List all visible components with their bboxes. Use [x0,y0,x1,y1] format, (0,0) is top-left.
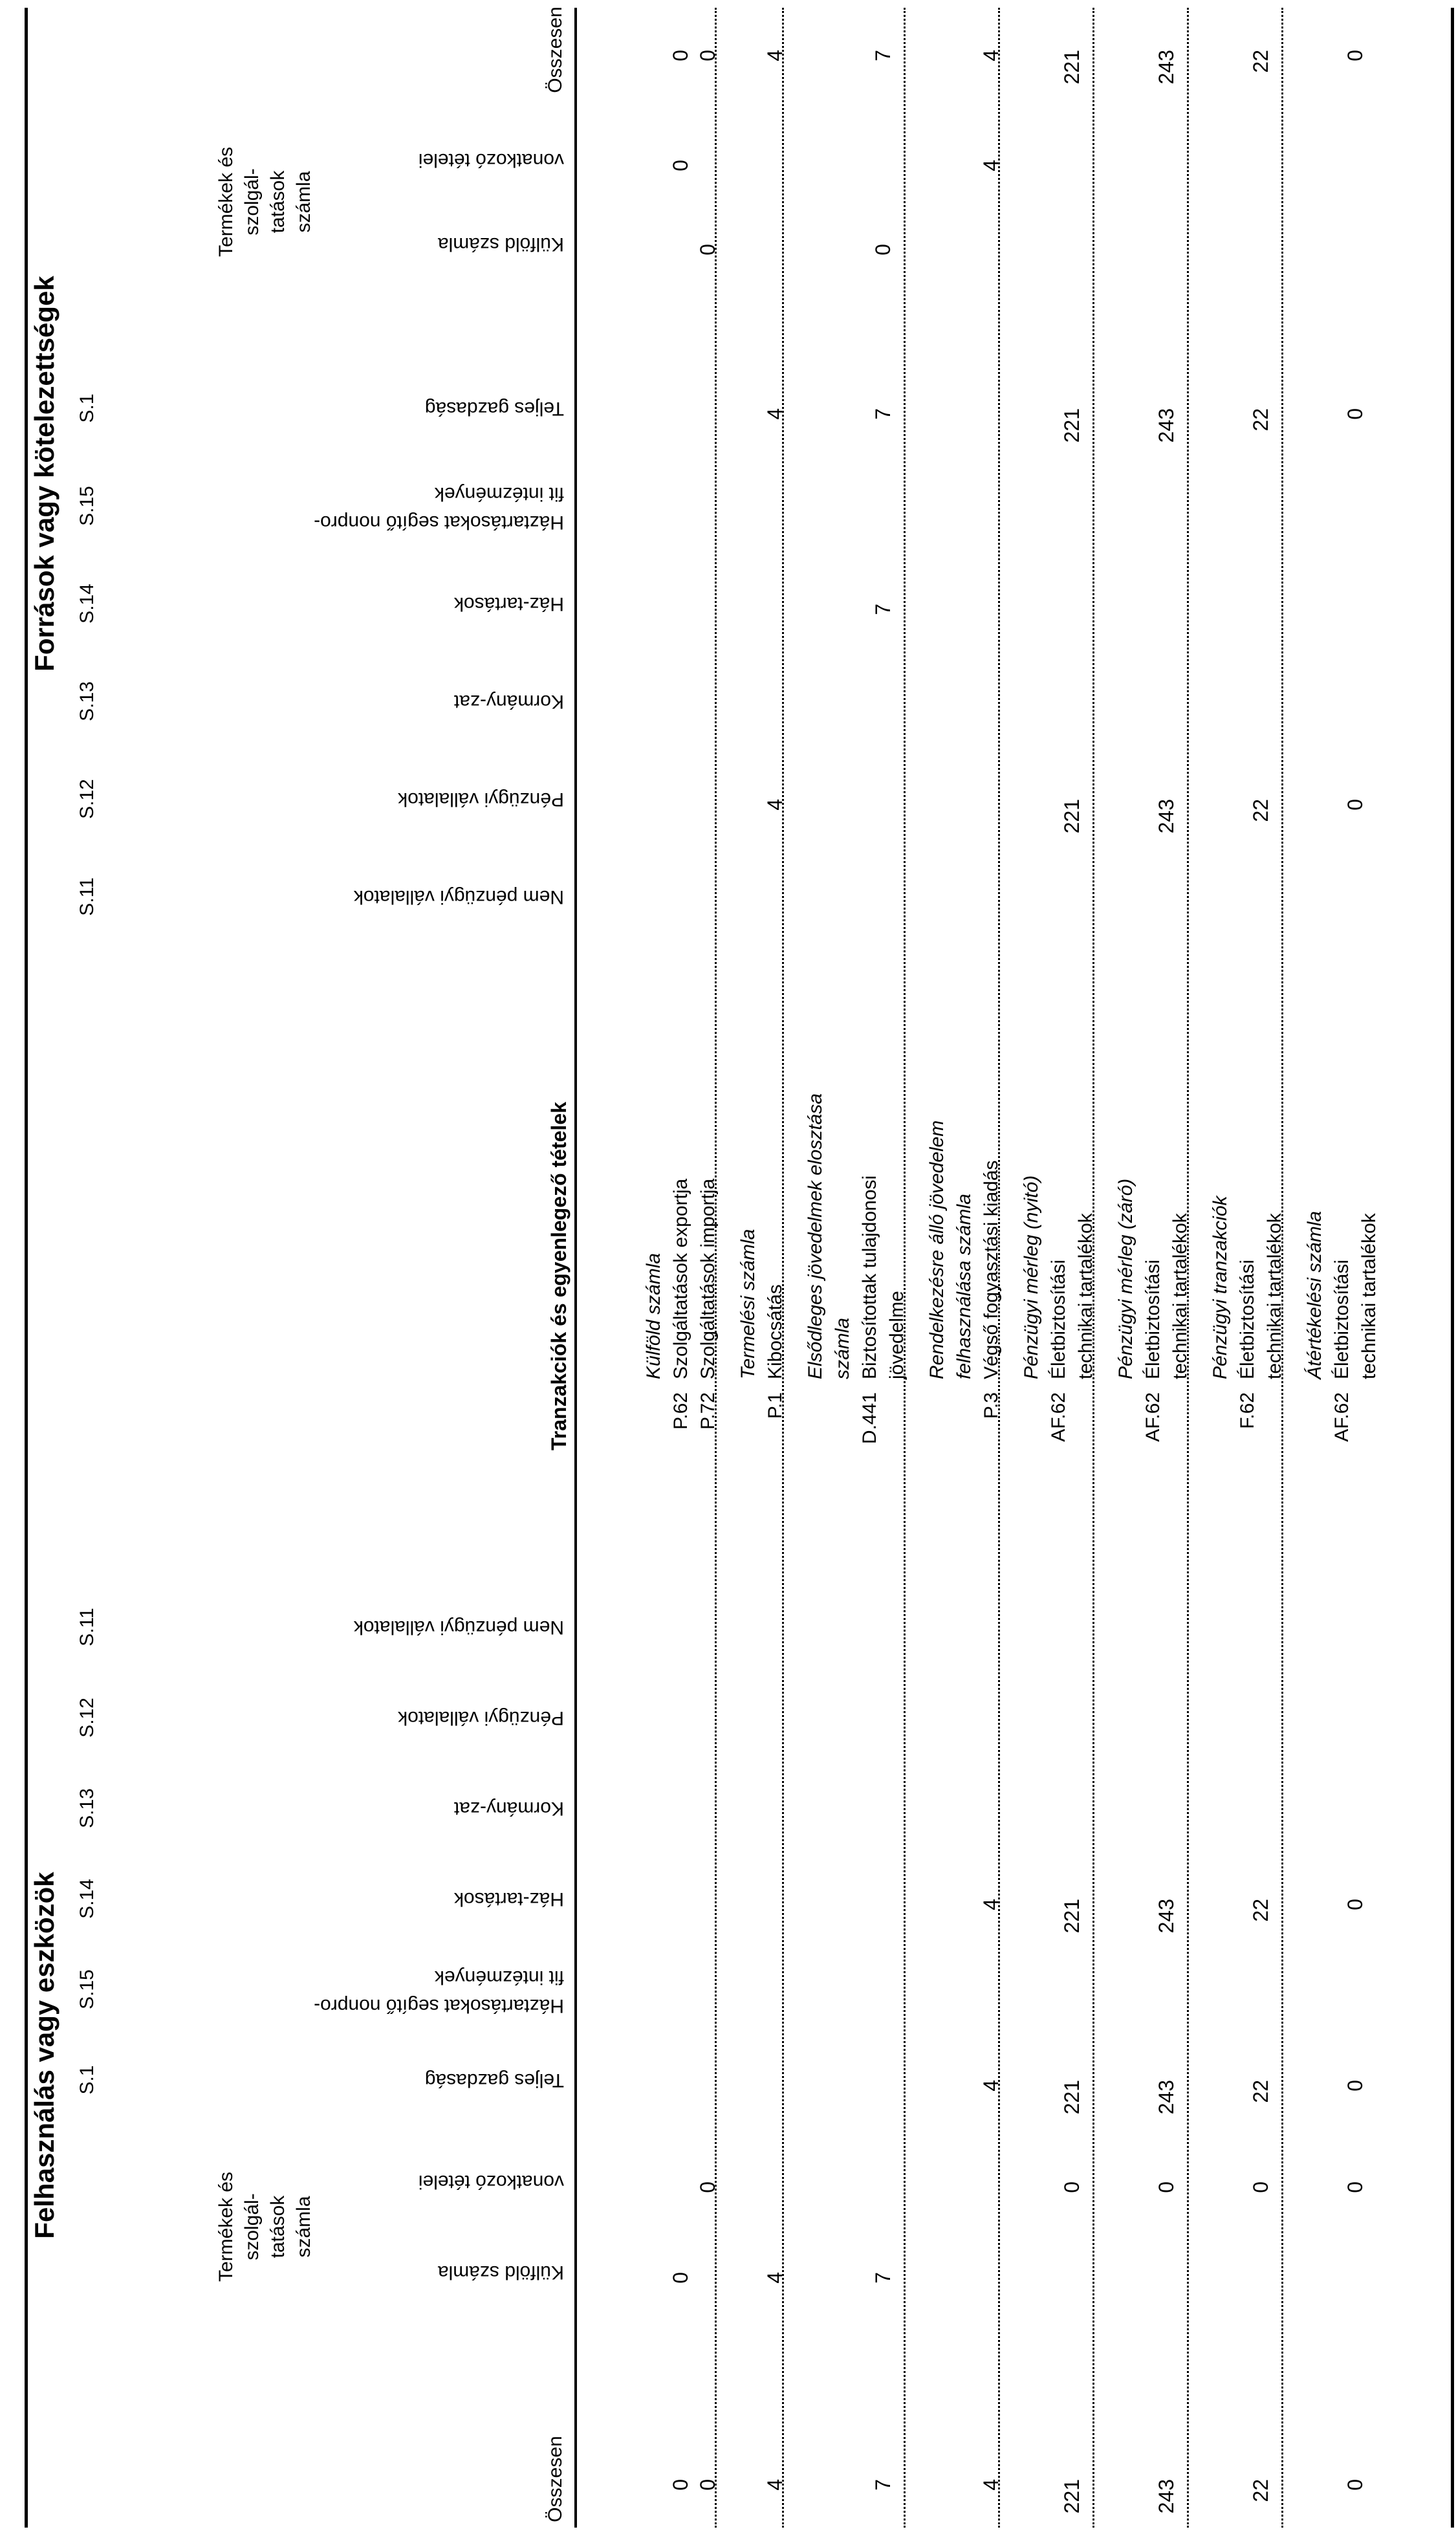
value-uses-s14: 22 [1249,1899,1272,1922]
value-uses-s1: 22 [1249,2080,1272,2103]
value-resources-s12: 4 [763,799,787,811]
resources-column-name-kul: Külföld számla [437,234,564,255]
value-resources-ossz: 22 [1249,50,1272,73]
value-uses-ossz: 4 [763,2479,787,2491]
value-resources-s1: 22 [1249,408,1272,432]
uses-total-header: Összesen [545,2436,566,2522]
transaction-label: Életbiztosítási [1237,1259,1258,1379]
value-uses-ossz: 22 [1249,2479,1272,2502]
value-uses-s14: 0 [1343,1899,1367,1910]
header-separator-rule [574,8,577,2528]
value-uses-s14: 243 [1155,1899,1178,1934]
resources-sector-code-s14: S.14 [76,584,98,624]
resources-sector-code-s13: S.13 [76,681,98,721]
value-uses-s1: 221 [1060,2080,1083,2115]
section-label: Átértékelési számla [1304,1210,1325,1379]
value-uses-ossz: 0 [1343,2479,1367,2491]
transaction-label: Életbiztosítási [1048,1259,1069,1379]
value-resources-s12: 0 [1343,799,1367,811]
uses-sector-code-s13: S.13 [76,1788,98,1828]
value-resources-von: 0 [669,160,692,171]
value-uses-ossz: 221 [1060,2479,1083,2514]
value-uses-kul: 7 [871,2272,895,2284]
transaction-label: Szolgáltatások exportja [670,1178,691,1379]
value-resources-s1: 0 [1343,408,1367,420]
uses-side-title: Felhasználás vagy eszközök [29,1872,60,2239]
value-uses-von: 0 [1060,2181,1083,2193]
transaction-label: Végső fogyasztási kiadás [981,1160,1002,1379]
transaction-code: AF.62 [1048,1392,1069,1442]
value-uses-s14: 4 [979,1899,1003,1910]
value-uses-s1: 243 [1155,2080,1178,2115]
value-resources-kul: 0 [696,244,719,256]
value-resources-ossz: 7 [871,50,895,61]
transaction-label: Kibocsátás [765,1284,786,1379]
value-resources-s12: 22 [1249,799,1272,822]
transaction-label: Életbiztosítási [1142,1259,1164,1379]
resources-column-name-von: vonatkozó tételei [418,149,564,171]
transaction-code: P.72 [697,1392,719,1430]
value-resources-s14: 7 [871,604,895,615]
value-resources-von: 4 [979,160,1003,171]
section-label: Elsődleges jövedelmek elosztása [805,1093,826,1379]
resources-sector-code-s11: S.11 [76,877,98,916]
value-uses-ossz: 0 [696,2479,719,2491]
resources-column-name-s14: Ház-tartások [453,593,564,615]
value-resources-s1: 4 [763,408,787,420]
uses-sector-code-s14: S.14 [76,1879,98,1919]
value-resources-ossz: 0 [1343,50,1367,61]
group-line: tatások [267,170,288,234]
value-uses-ossz: 7 [871,2479,895,2491]
value-uses-von: 0 [1155,2181,1178,2193]
group-line: Termékek és [215,2171,237,2282]
value-resources-s12: 243 [1155,799,1178,834]
transaction-label: technikai tartalékok [1264,1213,1285,1379]
resources-total-header: Összesen [545,6,566,93]
section-label: Rendelkezésre álló jövedelem [926,1120,948,1379]
transaction-label: technikai tartalékok [1075,1213,1096,1379]
section-label: Pénzügyi mérleg (záró) [1115,1178,1136,1379]
value-resources-kul: 0 [871,244,895,256]
uses-sector-code-s1: S.1 [76,2065,98,2095]
resources-sector-code-s1: S.1 [76,393,98,423]
value-resources-s1: 243 [1155,408,1178,443]
group-line: szolgál- [241,168,263,235]
uses-sector-code-s15: S.15 [76,1969,98,2009]
value-resources-ossz: 243 [1155,50,1178,85]
section-label: számla [832,1317,853,1379]
transaction-label: Biztosítottak tulajdonosi [859,1175,880,1379]
section-label: felhasználása számla [953,1194,975,1379]
resources-column-name-s12: Pénzügyi vállalatok [398,789,564,810]
value-uses-von: 0 [696,2181,719,2193]
resources-column-name-s15: fit intézmények [434,483,564,505]
value-uses-s1: 0 [1343,2080,1367,2092]
value-uses-s1: 4 [979,2080,1003,2092]
transaction-label: jövedelme [886,1291,907,1379]
stub-header: Tranzakciók és egyenlegező tételek [547,1102,570,1450]
uses-column-name-von: vonatkozó tételei [418,2171,564,2192]
resources-column-name-s11: Nem pénzügyi vállalatok [353,886,564,908]
value-uses-s14: 221 [1060,1899,1083,1934]
section-dotted-rule [715,8,717,2528]
section-label: Pénzügyi tranzakciók [1210,1196,1231,1379]
transaction-label: Szolgáltatások importja [697,1178,719,1379]
uses-column-name-kul: Külföld számla [437,2262,564,2283]
value-uses-kul: 4 [763,2272,787,2284]
section-label: Termelési számla [737,1229,759,1379]
uses-column-name-s13: Kormány-zat [453,1798,564,1819]
section-dotted-rule [1187,8,1189,2528]
value-uses-kul: 0 [669,2272,692,2284]
resources-column-name-s1: Teljes gazdaság [424,398,564,419]
resources-sector-code-s12: S.12 [76,779,98,819]
resources-column-name-s13: Kormány-zat [453,691,564,712]
table-top-rule [25,8,28,2528]
transaction-code: D.441 [859,1392,880,1445]
value-uses-ossz: 4 [979,2479,1003,2491]
transaction-code: F.62 [1237,1392,1258,1429]
uses-sector-code-s12: S.12 [76,1698,98,1738]
transaction-code: P.1 [765,1392,786,1419]
section-label: Külföld számla [643,1252,664,1379]
transaction-label: Életbiztosítási [1331,1259,1353,1379]
resources-sector-code-s15: S.15 [76,486,98,526]
uses-column-name-s14: Ház-tartások [453,1888,564,1910]
value-uses-von: 0 [1343,2181,1367,2193]
group-line: szolgál- [241,2193,263,2260]
section-dotted-rule [1092,8,1094,2528]
section-dotted-rule [782,8,784,2528]
section-dotted-rule [998,8,1000,2528]
value-resources-s12: 221 [1060,799,1083,834]
uses-column-name-s1: Teljes gazdaság [424,2070,564,2091]
transaction-code: AF.62 [1331,1392,1353,1442]
resources-side-title: Források vagy kötelezettségek [29,276,60,672]
value-resources-ossz: 4 [979,50,1003,61]
uses-sector-code-s11: S.11 [76,1608,98,1646]
group-line: Termékek és [215,146,237,257]
transaction-code: P.62 [670,1392,691,1430]
value-uses-von: 0 [1249,2181,1272,2193]
value-resources-ossz: 0 [669,50,692,61]
transaction-code: P.3 [981,1392,1002,1419]
value-resources-s1: 7 [871,408,895,420]
value-resources-s1: 221 [1060,408,1083,443]
group-line: számla [293,2196,314,2258]
transaction-label: technikai tartalékok [1169,1213,1191,1379]
section-dotted-rule [904,8,906,2528]
group-line: tatások [267,2195,288,2258]
table-bottom-rule [1451,8,1454,2528]
value-resources-ossz: 0 [696,50,719,61]
group-line: számla [293,171,314,233]
uses-column-name-s11: Nem pénzügyi vállalatok [353,1617,564,1638]
uses-column-name-s15: Háztartásokat segítő nonpro- [314,1995,564,2017]
value-resources-ossz: 4 [763,50,787,61]
resources-column-name-s15: Háztartásokat segítő nonpro- [314,512,564,533]
value-uses-ossz: 0 [669,2479,692,2491]
section-label: Pénzügyi mérleg (nyitó) [1021,1175,1042,1379]
value-uses-ossz: 243 [1155,2479,1178,2514]
section-dotted-rule [1281,8,1283,2528]
uses-column-name-s12: Pénzügyi vállalatok [398,1707,564,1729]
uses-column-name-s15: fit intézmények [434,1967,564,1988]
value-resources-ossz: 221 [1060,50,1083,85]
transaction-label: technikai tartalékok [1358,1213,1380,1379]
transaction-code: AF.62 [1142,1392,1164,1442]
